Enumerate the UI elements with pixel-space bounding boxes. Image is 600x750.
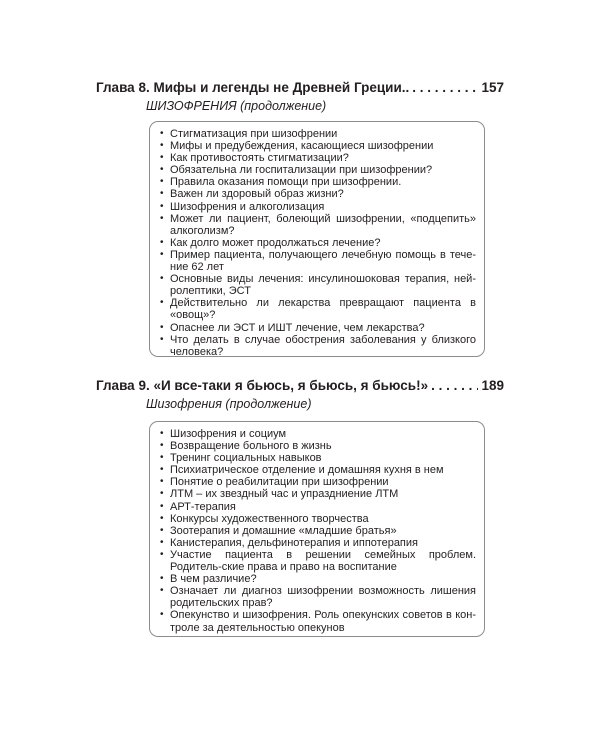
bullet-icon: •	[160, 452, 164, 464]
bullet-icon: •	[160, 212, 164, 224]
chapter-heading[interactable]	[96, 80, 504, 96]
list-item: • В чем различие?	[160, 573, 257, 586]
topics-box	[149, 121, 485, 357]
bullet-icon: •	[160, 273, 164, 285]
list-item: • Основные виды лечения: инсулиношоковая терапия, ней-ролептики, ЭСТ	[160, 273, 476, 298]
chapter-9-entry	[96, 378, 504, 412]
list-item: • ЛТМ – их звездный час и упраздниение ЛТМ	[160, 488, 399, 501]
list-item: • Правила оказания помощи при шизофрении.	[160, 176, 402, 189]
bullet-icon: •	[160, 248, 164, 260]
bullet-icon: •	[160, 152, 164, 164]
list-item: • Опаснее ли ЭСТ и ИШТ лечение, чем лекарства?	[160, 321, 425, 334]
bullet-icon: •	[160, 464, 164, 476]
chapter-8-entry	[96, 80, 504, 114]
bullet-icon: •	[160, 548, 164, 560]
list-item: • Важен ли здоровый образ жизни?	[160, 188, 344, 201]
chapter-title: Глава 9. «И все-таки я бьюсь, я бьюсь, я бьюсь!»	[96, 378, 429, 393]
bullet-icon: •	[160, 297, 164, 309]
bullet-icon: •	[160, 321, 164, 333]
list-item: • Стигматизация при шизофрении	[160, 128, 338, 140]
list-item: • Пример пациента, получающего лечебную помощь в тече-ние 62 лет	[160, 248, 476, 274]
list-item: • Психиатрическое отделение и домашняя кухня в нем	[160, 464, 444, 477]
bullet-icon: •	[160, 500, 164, 512]
list-item: • Тренинг социальных навыков	[160, 452, 322, 465]
list-item: • Шизофрения и социум	[160, 428, 287, 440]
list-item: • Означает ли диагноз шизофрении возможность лишения родительских прав?	[160, 585, 476, 610]
bullet-icon: •	[160, 236, 164, 248]
chapter-heading[interactable]	[96, 378, 504, 394]
list-item: • Возвращение больного в жизнь	[160, 440, 332, 453]
list-item: • Конкурсы художественного творчества	[160, 512, 369, 525]
page-number: 157	[481, 80, 504, 95]
bullet-icon: •	[160, 488, 164, 500]
bullet-icon: •	[160, 164, 164, 176]
bullet-icon: •	[160, 585, 164, 597]
bullet-icon: •	[160, 188, 164, 200]
topics-box	[149, 421, 485, 637]
list-item: • Опекунство и шизофрения. Роль опекунских советов в кон-троле за деятельностью опекунов	[160, 609, 476, 634]
chapter-subtitle: Шизофрения (продолжение)	[146, 397, 312, 411]
list-item: • Действительно ли лекарства превращают пациента в «овощ»?	[160, 297, 476, 322]
list-item: • Как противостоять стигматизации?	[160, 152, 349, 165]
list-item: • Может ли пациент, болеющий шизофрении, «подцепить» алкоголизм?	[160, 212, 476, 237]
chapter-subtitle: ШИЗОФРЕНИЯ (продолжение)	[146, 99, 327, 113]
list-item: • Шизофрения и алкоголизация	[160, 200, 325, 213]
bullet-icon: •	[160, 440, 164, 452]
list-item: • Обязательна ли госпитализации при шизофрении?	[160, 164, 433, 177]
bullet-icon: •	[160, 536, 164, 548]
list-item: • Понятие о реабилитации при шизофрении	[160, 476, 389, 489]
page-number: 189	[481, 378, 504, 393]
bullet-icon: •	[160, 609, 164, 621]
topic-list	[160, 128, 476, 358]
list-item: • Мифы и предубеждения, касающиеся шизофрении	[160, 140, 434, 153]
bullet-icon: •	[160, 200, 164, 212]
list-item: • Зоотерапия и домашние «младшие братья»	[160, 524, 397, 537]
bullet-icon: •	[160, 333, 164, 345]
bullet-icon: •	[160, 524, 164, 536]
list-item: • Как долго может продолжаться лечение?	[160, 236, 381, 249]
list-item: • Канистерапия, дельфинотерапия и иппотерапия	[160, 536, 418, 549]
bullet-icon: •	[160, 476, 164, 488]
list-item: • Что делать в случае обострения заболевания у близкого человека?	[160, 333, 476, 358]
dot-leader	[431, 378, 478, 394]
bullet-icon: •	[160, 573, 164, 585]
bullet-icon: •	[160, 128, 164, 139]
bullet-icon: •	[160, 512, 164, 524]
bullet-icon: •	[160, 428, 164, 439]
list-item: • Участие пациента в решении семейных проблем. Родитель-ские права и право на воспитание	[160, 548, 476, 574]
bullet-icon: •	[160, 176, 164, 188]
list-item: • АРТ-терапия	[160, 500, 236, 513]
dot-leader	[412, 80, 478, 96]
topic-list	[160, 428, 476, 634]
bullet-icon: •	[160, 140, 164, 152]
chapter-title: Глава 8. Мифы и легенды не Древней Греции..	[96, 80, 410, 95]
